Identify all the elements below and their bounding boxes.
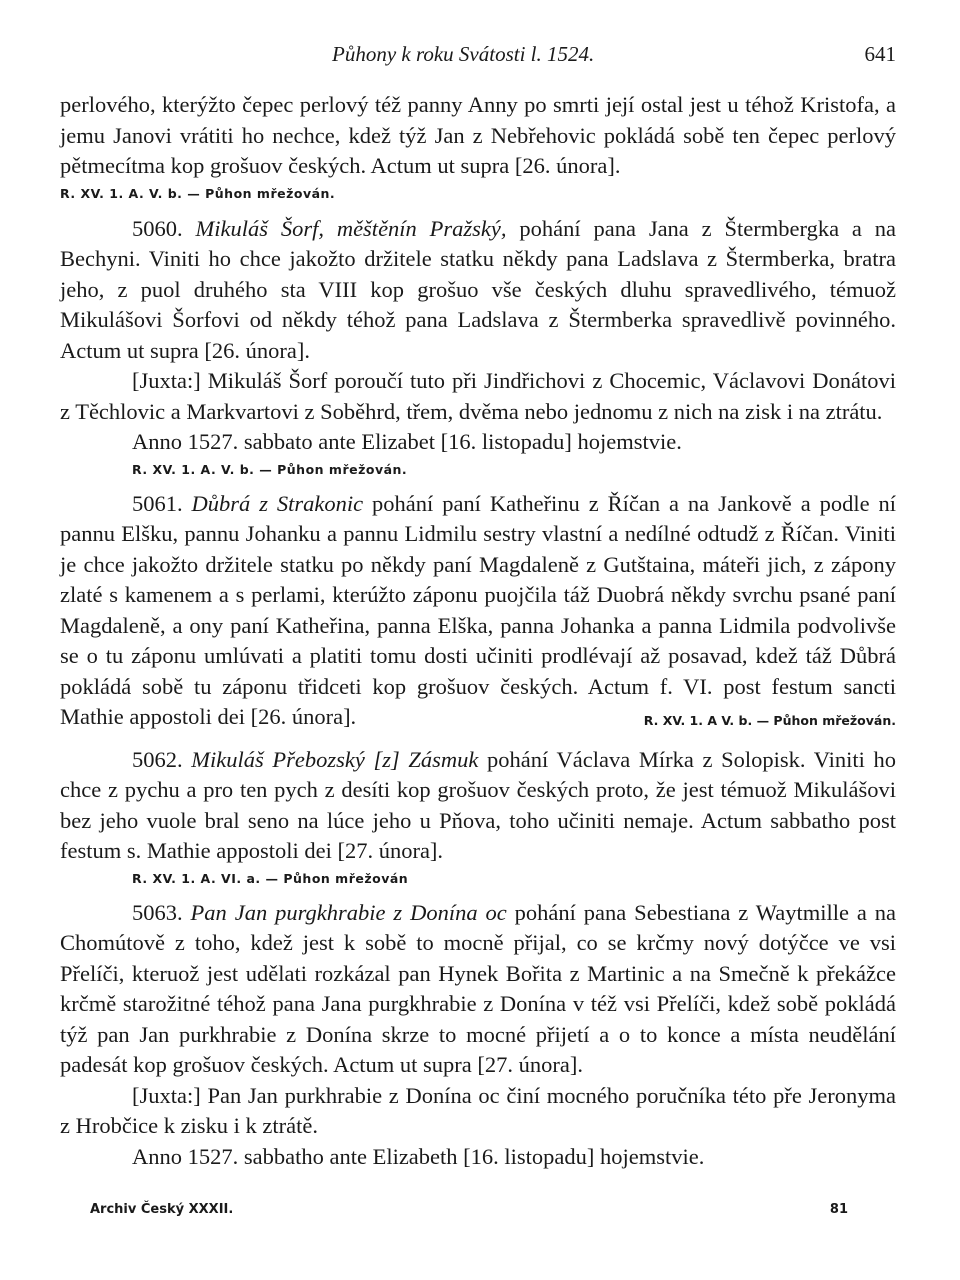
entry-number: 5061. <box>132 490 183 516</box>
entry-number: 5063. <box>132 899 183 925</box>
page-footer <box>90 1202 848 1217</box>
entry-party: Pan Jan purgkhrabie z Donína oc <box>190 899 507 925</box>
document-page <box>60 42 896 1172</box>
entry-number: 5060. <box>132 215 183 241</box>
continued-paragraph: perlového, kterýžto čepec perlový též panny Anny po smrti její ostal jest u téhož Kristofa, a jemu Janovi vrátiti ho nechce, kdež týž Jan z Nebřehovic pokládá sobě ten čepec perlový pětmecítma kop grošuov českých. Actum ut supra [26. února]. <box>60 92 896 178</box>
juxta-note: [Juxta:] Pan Jan purkhrabie z Donína oc činí mocného poručníka této pře Jeronyma z Hrobčice k zisku i k ztrátě. <box>60 1082 896 1138</box>
entry-party: Mikuláš Přebozský [z] Zásmuk <box>191 746 479 772</box>
source-note: R. XV. 1. A. VI. a. — Půhon mřežován <box>132 870 409 886</box>
entry-party: Důbrá z Strakonic <box>191 490 364 516</box>
entry-number: 5062. <box>132 746 183 772</box>
page-header <box>60 42 896 72</box>
entry-text: pohání pana Sebestiana z Waytmille a na Chomútově z toho, kdež jest k sobě to mocně přijal, co se krčmy nový dotýčce ve vsi Přelíči, kteruož jest udělati rozkázal pan Hynek Bořita z Martinic a na Smečně k překážce krčmě starožitné téhož pana Jana purgkhrabie z Donína v též vsi Přelíči, kdež sobě pokládá týž pan Jan purkhrabie z Donína skrze to mocné přijetí a o to konce a místa neudělání padesát kop grošuov českých. Actum ut supra [27. února]. <box>60 899 897 1077</box>
running-title: Půhony k roku Svátosti l. 1524. <box>332 42 595 66</box>
entry-text: pohání pana Jana z Štermbergka a na Bechyni. Viniti ho chce jakožto držitele statku někdy pana Ladslava z Štermberka, bratra jeho, z puol druhého sta VIII kop grošuo vše českých dluhu spravedlivého, témuož Mikulášovi Šorfovi od někdy téhož pana Ladslava z Štermberka spravedlivě povinného. Actum ut supra [26. února]. <box>60 215 896 363</box>
anno-note: Anno 1527. sabbato ante Elizabet [16. listopadu] hojemstvie. <box>132 429 682 454</box>
page-number: 641 <box>864 42 896 66</box>
entry-5060 <box>60 214 896 367</box>
source-note: R. XV. 1. A V. b. — Půhon mřežován. <box>643 713 896 728</box>
entry-party: Mikuláš Šorf, měštěnín Pražský, <box>195 215 507 241</box>
footer-publication: Archiv Český XXXII. <box>90 1202 234 1217</box>
source-note: R. XV. 1. A. V. b. — Půhon mřežován. <box>132 461 408 477</box>
entry-text: pohání Václava Mírka z Solopisk. Viniti ho chce z pychu a pro ten pych z desíti kop grošuov českých proto, že jest témuož Mikulášovi bez jeho vuole bral seno na lúce jeho u Pňova, toho učiniti nemaje. Actum sabbatho post festum s. Mathie appostoli dei [27. února]. <box>60 746 896 863</box>
source-note: R. XV. 1. A. V. b. — Půhon mřežován. <box>60 185 336 201</box>
anno-note: Anno 1527. sabbatho ante Elizabeth [16. listopadu] hojemstvie. <box>132 1143 705 1169</box>
juxta-note: [Juxta:] Mikuláš Šorf poroučí tuto při Jindřichovi z Chocemic, Václavovi Donátovi z Těchlovic a Markvartovi z Soběhrd, třem, dvěma nebo jednomu z nich na zisk i na ztrátu. <box>60 368 896 424</box>
entry-5061 <box>60 489 896 733</box>
footer-sheet-number: 81 <box>829 1202 848 1217</box>
entry-5063 <box>60 898 896 1081</box>
entry-5062 <box>60 745 896 867</box>
entry-text: pohání paní Katheřinu z Říčan a na Jankově a podle ní pannu Elšku, pannu Johanku a pannu Lidmilu sestry vlastní a nedílné odtudž z Říčan. Viniti je chce jakožto držitele statku po někdy paní Magdaleně z Gutštaina, máteři jich, z zápony zlaté s kamenem a s perlami, kterúžto záponu puojčila táž Duobrá někdy svrchu psané paní Magdaleně, a ony paní Katheřina, panna Elška, panna Johanka a panna Lidmila podvolivše se o tu záponu umlúvati a platiti tomu dosti učiniti prodlévají až posavad, kdež táž Důbrá pokládá sobě tu záponu třidceti kop grošuov českých. Actum f. VI. post festum sancti Mathie appostoli dei [26. února]. <box>60 490 897 729</box>
